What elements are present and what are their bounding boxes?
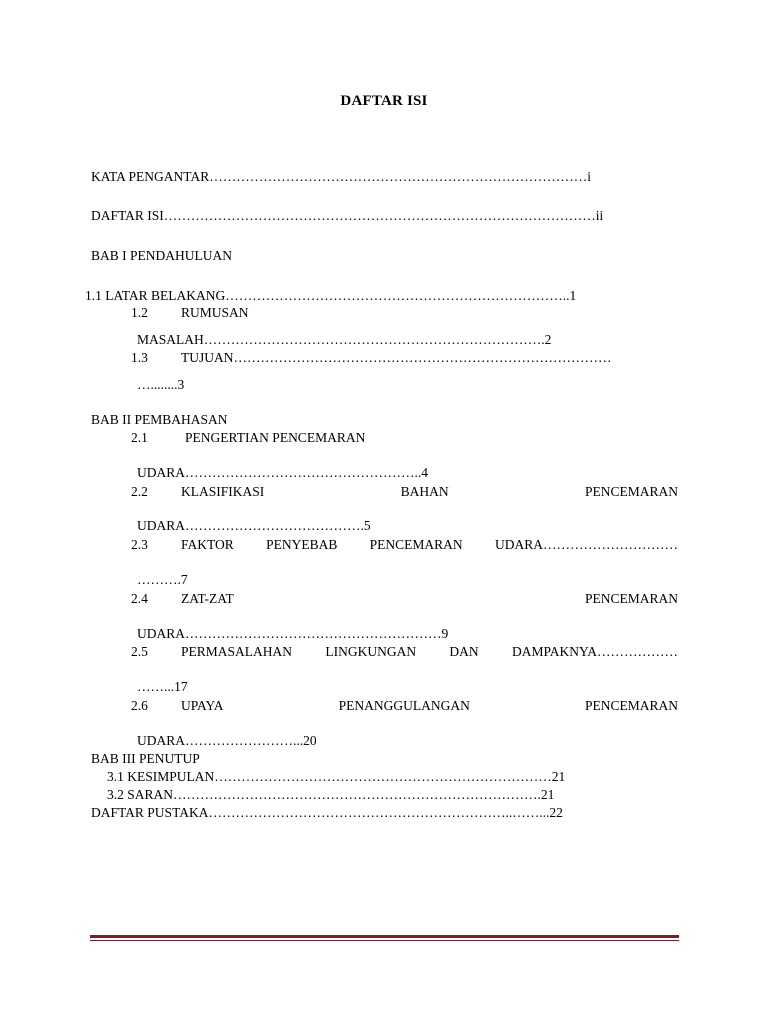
toc-word: FAKTOR xyxy=(181,537,234,552)
toc-entry-2-1-line1: PENGERTIAN PENCEMARAN xyxy=(185,430,366,445)
footer-rule-thin xyxy=(90,940,679,941)
toc-number-1-2: 1.2 xyxy=(131,305,148,320)
toc-entry-1-3-line1: TUJUAN………………………………………………………………………… xyxy=(181,350,612,365)
toc-number-2-1: 2.1 xyxy=(131,430,148,445)
toc-entry-daftar-pustaka: DAFTAR PUSTAKA…………………………………………………………..……...22 xyxy=(91,805,563,820)
toc-entry-2-5-line1 xyxy=(181,643,678,661)
toc-entry-2-3-line1 xyxy=(181,536,678,554)
toc-word: ZAT-ZAT xyxy=(181,591,234,606)
toc-number-1-3: 1.3 xyxy=(131,350,148,365)
toc-entry-2-5-line2: ……...17 xyxy=(137,679,188,694)
toc-word: PENCEMARAN xyxy=(584,484,678,499)
toc-entry-1-2-line1: RUMUSAN xyxy=(181,305,249,320)
toc-entry-1-2-line2: MASALAH………………………………………………………………….2 xyxy=(137,332,552,347)
toc-word: LINGKUNGAN xyxy=(325,644,417,659)
toc-number-2-3: 2.3 xyxy=(131,537,148,552)
toc-word: PENCEMARAN xyxy=(369,537,463,552)
toc-word: DAN xyxy=(449,644,479,659)
toc-chapter-bab-2: BAB II PEMBAHASAN xyxy=(91,412,228,427)
toc-word: PERMASALAHAN xyxy=(181,644,293,659)
toc-number-2-5: 2.5 xyxy=(131,644,148,659)
toc-entry-2-4-line2: UDARA…………………………………………………9 xyxy=(137,626,449,641)
toc-entry-2-4-line1 xyxy=(181,590,678,608)
toc-entry-2-6-line1 xyxy=(181,697,678,715)
toc-chapter-bab-3: BAB III PENUTUP xyxy=(91,751,200,766)
toc-entry-kata-pengantar: KATA PENGANTAR…………………………………………………………………………i xyxy=(91,169,591,184)
toc-entry-3-2: 3.2 SARAN……………………………………………………………………….21 xyxy=(107,787,555,802)
toc-word: PENCEMARAN xyxy=(584,591,678,606)
toc-entry-3-1: 3.1 KESIMPULAN…………………………………………………………………21 xyxy=(107,769,566,784)
toc-entry-daftar-isi: DAFTAR ISI……………………………………………………………………………………ii xyxy=(91,208,604,223)
toc-word: UPAYA xyxy=(181,698,224,713)
toc-entry-2-1-line2: UDARA……………………………………………..4 xyxy=(137,465,429,480)
toc-word: PENCEMARAN xyxy=(584,698,678,713)
toc-entry-2-2-line1 xyxy=(181,483,678,501)
toc-word: PENANGGULANGAN xyxy=(338,698,470,713)
page-title: DAFTAR ISI xyxy=(340,93,428,109)
toc-entry-2-3-line2: ……….7 xyxy=(137,572,188,587)
toc-chapter-bab-1: BAB I PENDAHULUAN xyxy=(91,248,232,263)
toc-word: UDARA………………………… xyxy=(494,537,678,552)
toc-entry-1-3-line2: …........3 xyxy=(137,377,185,392)
toc-word: BAHAN xyxy=(400,484,449,499)
toc-entry-2-2-line2: UDARA………………………………….5 xyxy=(137,518,371,533)
footer-rule-thick xyxy=(90,935,679,938)
toc-word: KLASIFIKASI xyxy=(181,484,265,499)
toc-number-2-2: 2.2 xyxy=(131,484,148,499)
toc-entry-2-6-line2: UDARA……………………...20 xyxy=(137,733,317,748)
toc-word: PENYEBAB xyxy=(266,537,338,552)
toc-number-2-4: 2.4 xyxy=(131,591,148,606)
toc-word: DAMPAKNYA……………… xyxy=(511,644,678,659)
toc-number-2-6: 2.6 xyxy=(131,698,148,713)
toc-entry-1-1: 1.1 LATAR BELAKANG…………………………………………………………………..1 xyxy=(85,288,577,303)
